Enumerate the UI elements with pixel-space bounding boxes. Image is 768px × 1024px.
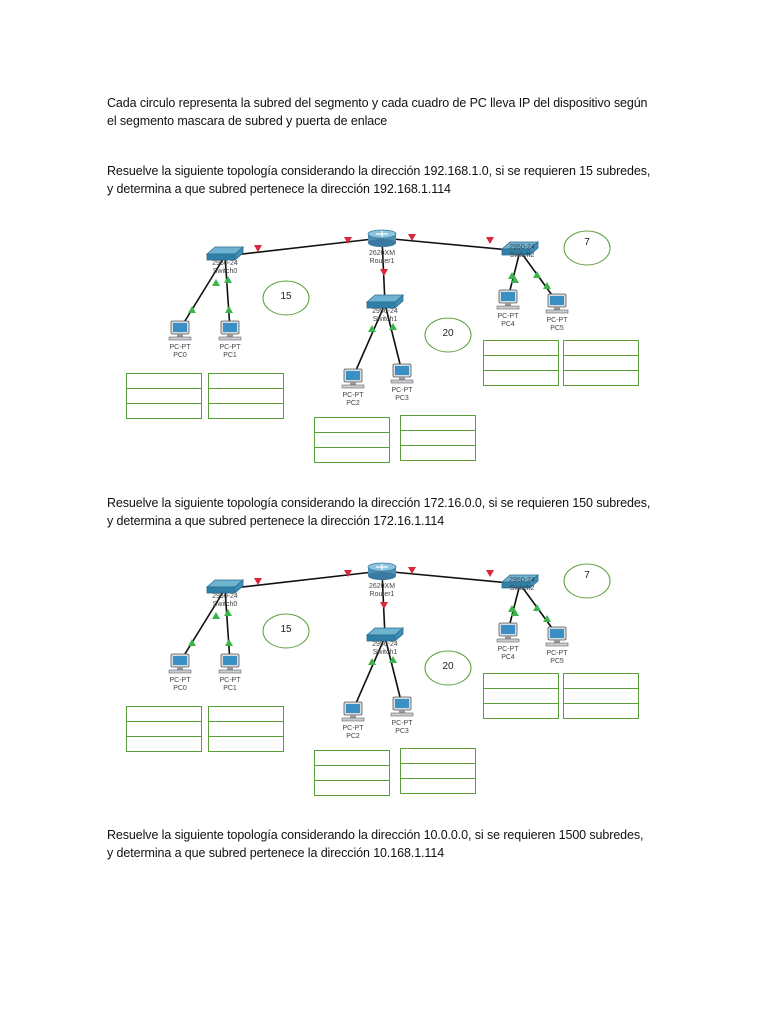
pc1-answer-box-row (209, 404, 283, 418)
subnet-hosts-label: 7 (584, 570, 590, 581)
pc2-label (333, 725, 373, 741)
pc2-answer-box-row (315, 751, 389, 766)
pc2-answer-box-row (315, 433, 389, 448)
switch0-label-line: 2950-24 (212, 260, 238, 267)
pc4-answer-box-row (484, 704, 558, 718)
link-status-up-icon (224, 609, 232, 616)
pc-icon (219, 654, 241, 673)
pc-icon (169, 654, 191, 673)
pc0-label-line: PC-PT (169, 344, 191, 351)
pc-icon (546, 294, 568, 313)
pc3-answer-box-row (401, 749, 475, 764)
pc2-label-line: PC-PT (342, 392, 364, 399)
link-status-up-icon (225, 306, 233, 313)
pc2-label-line: PC2 (346, 400, 360, 407)
link-status-down-icon (254, 245, 262, 252)
pc-icon (546, 627, 568, 646)
pc1-answer-box-row (209, 707, 283, 722)
pc3-answer-box-row (401, 431, 475, 446)
pc2-answer-box-row (315, 448, 389, 462)
pc3-label-line: PC3 (395, 395, 409, 402)
pc-icon (391, 364, 413, 383)
switch0-label (205, 593, 245, 609)
pc2-label-line: PC-PT (342, 725, 364, 732)
pc2-answer-box (314, 417, 390, 463)
switch1-label-line: Switch1 (372, 316, 398, 323)
pc-icon (219, 321, 241, 340)
pc1-label-line: PC-PT (219, 677, 241, 684)
link-status-up-icon (225, 639, 233, 646)
pc4-answer-box-row (484, 371, 558, 385)
exercise-3-line-1: Resuelve la siguiente topología considerando la dirección 10.0.0.0, si se requieren 1500 subredes, (107, 828, 644, 842)
pc-icon (342, 369, 364, 388)
switch1-label-line: 2950-24 (372, 641, 398, 648)
switch-icon (207, 580, 243, 593)
link-status-up-icon (224, 276, 232, 283)
link-status-up-icon (533, 271, 541, 278)
link-status-down-icon (254, 578, 262, 585)
exercise-1-line-1: Resuelve la siguiente topología considerando la dirección 192.168.1.0, si se requieren 15 subredes, (107, 164, 651, 178)
pc0-answer-box-row (127, 404, 201, 418)
pc1-answer-box (208, 706, 284, 752)
pc2-label-line: PC2 (346, 733, 360, 740)
intro-text (107, 94, 687, 130)
switch1-label-line: Switch1 (372, 649, 398, 656)
pc0-answer-box-row (127, 737, 201, 751)
router1-label-line: Router1 (369, 258, 395, 265)
pc5-answer-box-row (564, 674, 638, 689)
pc5-label-line: PC-PT (546, 317, 568, 324)
pc2-answer-box-row (315, 418, 389, 433)
pc5-label-line: PC5 (550, 658, 564, 665)
router-icon (368, 563, 396, 580)
pc0-label (160, 677, 200, 693)
link-status-down-icon (380, 269, 388, 276)
switch0-label (205, 260, 245, 276)
link-status-up-icon (212, 279, 220, 286)
switch2-label (502, 577, 542, 593)
pc3-answer-box-row (401, 779, 475, 793)
pc3-label-line: PC-PT (391, 387, 413, 394)
pc5-label (537, 317, 577, 333)
subnet-hosts-label: 15 (280, 291, 292, 302)
pc2-answer-box-row (315, 781, 389, 795)
pc3-answer-box (400, 415, 476, 461)
pc-icon (497, 623, 519, 642)
pc1-label (210, 677, 250, 693)
exercise-1-text (107, 162, 687, 198)
switch2-label-line: Switch2 (509, 252, 535, 259)
pc4-label-line: PC-PT (497, 313, 519, 320)
pc1-answer-box-row (209, 722, 283, 737)
pc1-label (210, 344, 250, 360)
pc3-label-line: PC-PT (391, 720, 413, 727)
topology-diagram-1 (100, 220, 660, 470)
switch1-label (365, 641, 405, 657)
link-status-down-icon (380, 602, 388, 609)
switch2-label (502, 244, 542, 260)
pc5-answer-box-row (564, 341, 638, 356)
pc3-answer-box (400, 748, 476, 794)
router1-label-line: Router1 (369, 591, 395, 598)
exercise-2-line-1: Resuelve la siguiente topología considerando la dirección 172.16.0.0, si se requieren 150 subredes, (107, 496, 651, 510)
router-icon (368, 230, 396, 247)
pc-icon (342, 702, 364, 721)
subnet-hosts-label: 20 (442, 328, 454, 339)
pc1-answer-box (208, 373, 284, 419)
pc4-label (488, 313, 528, 329)
pc0-answer-box-row (127, 374, 201, 389)
link-status-up-icon (188, 306, 196, 313)
pc4-answer-box-row (484, 689, 558, 704)
switch2-label-line: Switch2 (509, 585, 535, 592)
pc1-answer-box-row (209, 389, 283, 404)
switch-icon (207, 247, 243, 260)
intro-line-1: Cada circulo representa la subred del segmento y cada cuadro de PC lleva IP del dispositivo según (107, 96, 648, 110)
pc5-label-line: PC-PT (546, 650, 568, 657)
link-status-down-icon (486, 237, 494, 244)
switch2-label-line: 2950-24 (509, 244, 535, 251)
exercise-2-line-2: y determina a que subred pertenece la dirección 172.16.1.114 (107, 514, 445, 528)
pc0-label-line: PC0 (173, 352, 187, 359)
link-status-up-icon (188, 639, 196, 646)
pc4-answer-box-row (484, 674, 558, 689)
pc3-label (382, 387, 422, 403)
link-status-up-icon (212, 612, 220, 619)
pc0-answer-box-row (127, 722, 201, 737)
subnet-hosts-label: 7 (584, 237, 590, 248)
pc5-answer-box-row (564, 689, 638, 704)
exercise-3-line-2: y determina a que subred pertenece la dirección 10.168.1.114 (107, 846, 445, 860)
router1-label-line: 2620XM (368, 250, 396, 257)
pc3-answer-box-row (401, 416, 475, 431)
pc3-label (382, 720, 422, 736)
switch1-label-line: 2950-24 (372, 308, 398, 315)
switch1-label (365, 308, 405, 324)
topology-diagram-2 (100, 553, 660, 803)
switch-icon (367, 295, 403, 308)
switch0-label-line: Switch0 (212, 601, 238, 608)
pc4-answer-box-row (484, 356, 558, 371)
switch0-label-line: 2950-24 (212, 593, 238, 600)
network-link (225, 238, 382, 256)
pc4-label (488, 646, 528, 662)
pc1-label-line: PC1 (223, 685, 237, 692)
pc5-answer-box-row (564, 356, 638, 371)
pc0-label (160, 344, 200, 360)
pc-icon (497, 290, 519, 309)
intro-line-2: el segmento mascara de subred y puerta de enlace (107, 114, 388, 128)
network-link (225, 571, 382, 589)
pc-icon (169, 321, 191, 340)
network-link (382, 571, 520, 584)
pc4-label-line: PC4 (501, 654, 515, 661)
pc4-label-line: PC-PT (497, 646, 519, 653)
switch-icon (367, 628, 403, 641)
pc2-answer-box-row (315, 766, 389, 781)
exercise-2-text (107, 494, 687, 530)
switch0-label-line: Switch0 (212, 268, 238, 275)
pc5-label (537, 650, 577, 666)
pc2-answer-box (314, 750, 390, 796)
subnet-hosts-label: 20 (442, 661, 454, 672)
exercise-1-line-2: y determina a que subred pertenece la dirección 192.168.1.114 (107, 182, 451, 196)
pc1-label-line: PC1 (223, 352, 237, 359)
pc4-answer-box (483, 340, 559, 386)
pc5-answer-box (563, 673, 639, 719)
pc0-label-line: PC0 (173, 685, 187, 692)
pc5-label-line: PC5 (550, 325, 564, 332)
link-status-down-icon (486, 570, 494, 577)
pc5-answer-box-row (564, 371, 638, 385)
pc-icon (391, 697, 413, 716)
link-status-up-icon (533, 604, 541, 611)
pc0-answer-box (126, 706, 202, 752)
pc1-answer-box-row (209, 737, 283, 751)
pc4-answer-box (483, 673, 559, 719)
router1-label-line: 2620XM (368, 583, 396, 590)
switch2-label-line: 2950-24 (509, 577, 535, 584)
pc5-answer-box (563, 340, 639, 386)
pc0-label-line: PC-PT (169, 677, 191, 684)
pc0-answer-box-row (127, 389, 201, 404)
pc3-answer-box-row (401, 764, 475, 779)
pc5-answer-box-row (564, 704, 638, 718)
network-link (382, 238, 520, 251)
pc0-answer-box (126, 373, 202, 419)
pc3-answer-box-row (401, 446, 475, 460)
pc4-label-line: PC4 (501, 321, 515, 328)
pc0-answer-box-row (127, 707, 201, 722)
pc3-label-line: PC3 (395, 728, 409, 735)
pc1-answer-box-row (209, 374, 283, 389)
pc1-label-line: PC-PT (219, 344, 241, 351)
exercise-3-text (107, 826, 687, 862)
pc2-label (333, 392, 373, 408)
router1-label (362, 583, 402, 599)
pc4-answer-box-row (484, 341, 558, 356)
subnet-hosts-label: 15 (280, 624, 292, 635)
router1-label (362, 250, 402, 266)
